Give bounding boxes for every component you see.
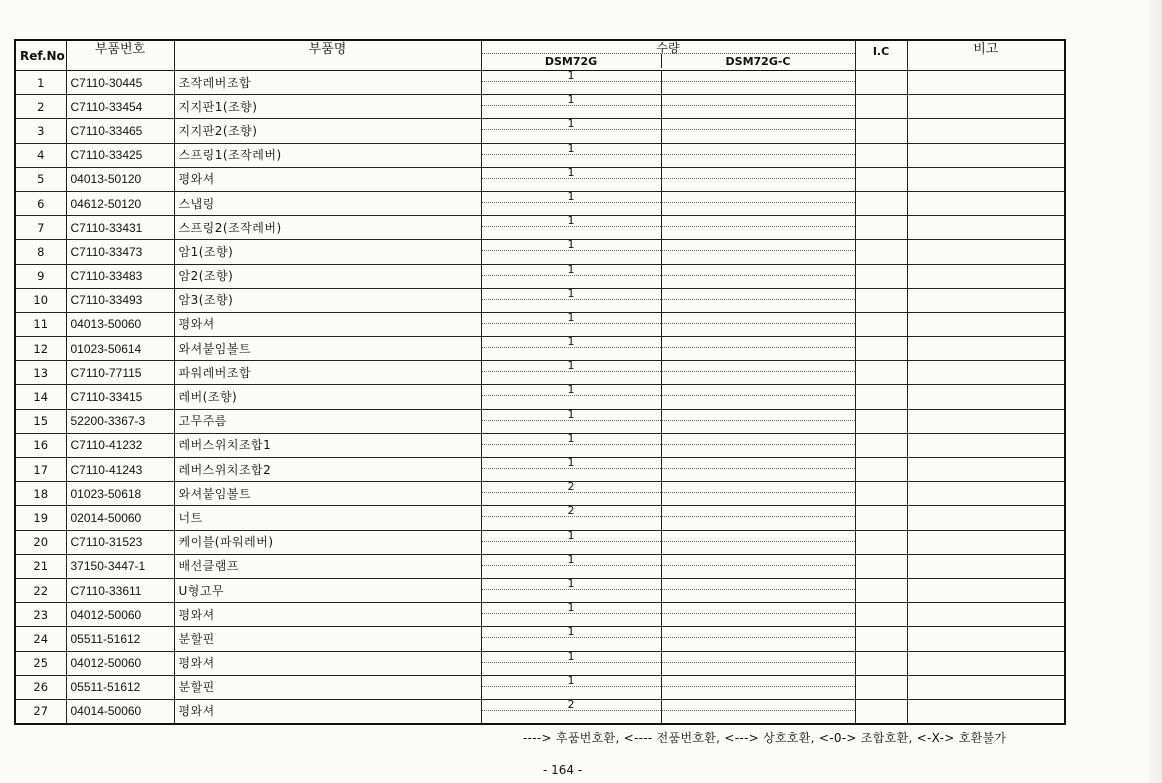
cell-part-name: 스프링2(조작레버) [174,216,481,240]
cell-remarks [907,578,1065,602]
cell-remarks [907,288,1065,312]
table-row [15,167,1065,191]
cell-part-name: 평와셔 [174,312,481,336]
cell-ref-no: 12 [15,337,66,361]
cell-remarks [907,385,1065,409]
cell-ref-no: 19 [15,506,66,530]
cell-qty-dsm72g-c [661,143,855,167]
cell-part-name: 평와셔 [174,167,481,191]
cell-part-name: 케이블(파워레버) [174,530,481,554]
qty-dsm72g-value: 1 [482,95,661,106]
table-row [15,143,1065,167]
qty-dsm72g-value: 1 [482,627,661,638]
cell-ref-no: 5 [15,167,66,191]
cell-qty-dsm72g [481,191,661,215]
cell-ref-no: 11 [15,312,66,336]
cell-part-number: C7110-41243 [66,458,174,482]
cell-remarks [907,603,1065,627]
cell-qty-dsm72g-c [661,71,855,95]
qty-dsm72g-value: 1 [482,531,661,542]
cell-ref-no: 26 [15,675,66,699]
table-row [15,264,1065,288]
table-row [15,312,1065,336]
cell-ref-no: 22 [15,578,66,602]
cell-part-number: 04612-50120 [66,191,174,215]
table-row [15,119,1065,143]
cell-qty-dsm72g [481,71,661,95]
cell-qty-dsm72g-c [661,578,855,602]
cell-remarks [907,433,1065,457]
cell-part-number: 52200-3367-3 [66,409,174,433]
cell-ref-no: 3 [15,119,66,143]
cell-qty-dsm72g [481,458,661,482]
cell-part-name: 분할핀 [174,627,481,651]
header-part-number: 부품번호 [66,40,174,71]
cell-ref-no: 2 [15,95,66,119]
cell-ref-no: 23 [15,603,66,627]
table-row [15,191,1065,215]
cell-qty-dsm72g-c [661,409,855,433]
cell-ic [855,71,907,95]
cell-qty-dsm72g-c [661,264,855,288]
table-row [15,699,1065,724]
cell-qty-dsm72g [481,409,661,433]
cell-ref-no: 25 [15,651,66,675]
cell-qty-dsm72g [481,603,661,627]
cell-qty-dsm72g-c [661,119,855,143]
cell-part-number: C7110-33454 [66,95,174,119]
cell-ic [855,167,907,191]
cell-part-name: 지지판2(조향) [174,119,481,143]
cell-part-number: 04012-50060 [66,651,174,675]
cell-ic [855,675,907,699]
cell-qty-dsm72g [481,119,661,143]
cell-qty-dsm72g-c [661,288,855,312]
qty-dsm72g-value: 1 [482,265,661,276]
cell-qty-dsm72g [481,240,661,264]
cell-remarks [907,627,1065,651]
qty-dsm72g-value: 1 [482,652,661,663]
cell-qty-dsm72g [481,554,661,578]
qty-dsm72g-value: 1 [482,313,661,324]
table-row [15,385,1065,409]
cell-remarks [907,71,1065,95]
cell-part-number: C7110-77115 [66,361,174,385]
cell-ic [855,482,907,506]
table-row [15,458,1065,482]
table-row [15,409,1065,433]
parts-table [14,39,1066,725]
cell-part-name: 분할핀 [174,675,481,699]
cell-part-name: 와셔붙임볼트 [174,482,481,506]
cell-ic [855,530,907,554]
cell-part-number: 37150-3447-1 [66,554,174,578]
cell-ic [855,603,907,627]
qty-dsm72g-value: 1 [482,71,661,82]
header-ic: I.C [855,40,907,71]
cell-remarks [907,458,1065,482]
table-row [15,578,1065,602]
cell-ref-no: 9 [15,264,66,288]
table-row [15,554,1065,578]
cell-qty-dsm72g [481,337,661,361]
cell-ref-no: 13 [15,361,66,385]
qty-dsm72g-value: 1 [482,240,661,251]
cell-ref-no: 8 [15,240,66,264]
cell-ic [855,191,907,215]
cell-qty-dsm72g [481,312,661,336]
cell-part-name: 암2(조향) [174,264,481,288]
cell-remarks [907,240,1065,264]
cell-qty-dsm72g [481,506,661,530]
header-quantity-label: 수량 [482,43,855,54]
cell-ref-no: 6 [15,191,66,215]
cell-part-number: C7110-33611 [66,578,174,602]
cell-qty-dsm72g-c [661,651,855,675]
cell-ref-no: 24 [15,627,66,651]
cell-qty-dsm72g [481,167,661,191]
table-row [15,603,1065,627]
cell-ic [855,578,907,602]
cell-part-name: U형고무 [174,578,481,602]
cell-ic [855,312,907,336]
cell-qty-dsm72g-c [661,312,855,336]
cell-qty-dsm72g-c [661,216,855,240]
cell-remarks [907,554,1065,578]
cell-ic [855,143,907,167]
cell-part-name: 와셔붙임볼트 [174,337,481,361]
cell-qty-dsm72g [481,675,661,699]
cell-remarks [907,651,1065,675]
cell-part-number: 05511-51612 [66,627,174,651]
qty-dsm72g-value: 1 [482,385,661,396]
table-row [15,675,1065,699]
qty-dsm72g-value: 1 [482,579,661,590]
cell-ref-no: 21 [15,554,66,578]
cell-remarks [907,143,1065,167]
table-row [15,216,1065,240]
table-row [15,361,1065,385]
cell-ic [855,699,907,724]
qty-dsm72g-value: 1 [482,410,661,421]
cell-part-name: 배선클램프 [174,554,481,578]
cell-part-number: 01023-50618 [66,482,174,506]
cell-ref-no: 17 [15,458,66,482]
cell-qty-dsm72g-c [661,554,855,578]
cell-ref-no: 27 [15,699,66,724]
qty-dsm72g-value: 1 [482,144,661,155]
cell-ic [855,337,907,361]
cell-qty-dsm72g [481,651,661,675]
cell-remarks [907,337,1065,361]
table-header-row [15,40,1065,71]
cell-qty-dsm72g-c [661,361,855,385]
page-edge-shadow [1146,0,1162,783]
cell-remarks [907,699,1065,724]
cell-remarks [907,312,1065,336]
cell-part-number: C7110-33483 [66,264,174,288]
table-row [15,506,1065,530]
cell-remarks [907,191,1065,215]
cell-qty-dsm72g-c [661,95,855,119]
cell-qty-dsm72g-c [661,482,855,506]
cell-part-number: 01023-50614 [66,337,174,361]
qty-dsm72g-value: 1 [482,337,661,348]
page-number: - 164 - [543,763,583,777]
cell-part-number: 04013-50120 [66,167,174,191]
cell-remarks [907,95,1065,119]
qty-dsm72g-value: 2 [482,482,661,493]
cell-qty-dsm72g [481,264,661,288]
cell-part-name: 평와셔 [174,699,481,724]
cell-ref-no: 16 [15,433,66,457]
cell-qty-dsm72g [481,385,661,409]
cell-qty-dsm72g-c [661,433,855,457]
cell-part-name: 암3(조향) [174,288,481,312]
cell-ref-no: 10 [15,288,66,312]
table-row [15,482,1065,506]
cell-part-number: C7110-41232 [66,433,174,457]
cell-qty-dsm72g-c [661,627,855,651]
cell-remarks [907,506,1065,530]
cell-part-name: 레버스위치조합2 [174,458,481,482]
cell-ic [855,95,907,119]
cell-qty-dsm72g-c [661,530,855,554]
cell-part-name: 고무주름 [174,409,481,433]
qty-dsm72g-value: 1 [482,361,661,372]
qty-dsm72g-value: 1 [482,458,661,469]
cell-part-name: 평와셔 [174,603,481,627]
cell-qty-dsm72g [481,699,661,724]
cell-part-number: C7110-33465 [66,119,174,143]
cell-part-name: 레버(조향) [174,385,481,409]
cell-ic [855,433,907,457]
cell-part-name: 암1(조향) [174,240,481,264]
cell-ref-no: 15 [15,409,66,433]
header-quantity [481,40,855,71]
cell-ic [855,554,907,578]
cell-part-number: 02014-50060 [66,506,174,530]
cell-remarks [907,675,1065,699]
table-row [15,651,1065,675]
cell-ic [855,288,907,312]
cell-qty-dsm72g [481,143,661,167]
cell-part-number: 05511-51612 [66,675,174,699]
cell-qty-dsm72g [481,288,661,312]
table-row [15,433,1065,457]
cell-ic [855,651,907,675]
table-row [15,71,1065,95]
parts-table-body [15,71,1065,725]
cell-qty-dsm72g [481,627,661,651]
cell-qty-dsm72g-c [661,699,855,724]
cell-ic [855,264,907,288]
qty-dsm72g-value: 1 [482,434,661,445]
cell-qty-dsm72g-c [661,506,855,530]
cell-part-number: C7110-33493 [66,288,174,312]
qty-dsm72g-value: 1 [482,168,661,179]
cell-ic [855,385,907,409]
interchangeability-legend: ----> 후품번호환, <---- 전품번호환, <---> 상호호환, <-0-> 조합호환, <-X-> 호환불가 [523,731,1007,745]
cell-qty-dsm72g-c [661,337,855,361]
header-ref-no: Ref.No [15,40,66,71]
qty-dsm72g-value: 1 [482,603,661,614]
header-model-dsm72g-c: DSM72G-C [725,55,791,68]
cell-ref-no: 1 [15,71,66,95]
qty-dsm72g-value: 1 [482,676,661,687]
cell-part-number: 04014-50060 [66,699,174,724]
cell-qty-dsm72g-c [661,191,855,215]
cell-ref-no: 14 [15,385,66,409]
cell-qty-dsm72g [481,530,661,554]
cell-part-name: 레버스위치조합1 [174,433,481,457]
cell-part-number: C7110-33415 [66,385,174,409]
table-row [15,627,1065,651]
cell-part-number: C7110-33431 [66,216,174,240]
cell-part-number: 04012-50060 [66,603,174,627]
cell-remarks [907,167,1065,191]
cell-part-number: C7110-33425 [66,143,174,167]
cell-ic [855,240,907,264]
cell-ref-no: 4 [15,143,66,167]
cell-remarks [907,119,1065,143]
cell-part-name: 스프링1(조작레버) [174,143,481,167]
qty-dsm72g-value: 2 [482,506,661,517]
cell-qty-dsm72g-c [661,603,855,627]
cell-qty-dsm72g [481,433,661,457]
table-row [15,95,1065,119]
cell-part-name: 조작레버조합 [174,71,481,95]
qty-dsm72g-value: 1 [482,192,661,203]
cell-ic [855,216,907,240]
cell-qty-dsm72g-c [661,240,855,264]
table-row [15,337,1065,361]
cell-part-number: C7110-33473 [66,240,174,264]
cell-ref-no: 18 [15,482,66,506]
cell-qty-dsm72g [481,216,661,240]
qty-dsm72g-value: 1 [482,216,661,227]
cell-part-name: 평와셔 [174,651,481,675]
cell-ic [855,409,907,433]
cell-part-name: 스냅링 [174,191,481,215]
cell-part-number: 04013-50060 [66,312,174,336]
cell-ref-no: 7 [15,216,66,240]
header-model-dsm72g: DSM72G [482,54,662,68]
cell-part-name: 파워레버조합 [174,361,481,385]
qty-dsm72g-value: 2 [482,700,661,711]
cell-remarks [907,409,1065,433]
cell-ic [855,627,907,651]
cell-qty-dsm72g-c [661,385,855,409]
qty-dsm72g-value: 1 [482,555,661,566]
cell-part-name: 너트 [174,506,481,530]
cell-ic [855,458,907,482]
cell-ic [855,119,907,143]
cell-ic [855,506,907,530]
cell-qty-dsm72g-c [661,675,855,699]
qty-dsm72g-value: 1 [482,119,661,130]
cell-qty-dsm72g [481,578,661,602]
table-row [15,530,1065,554]
header-part-name: 부품명 [174,40,481,71]
table-row [15,288,1065,312]
cell-qty-dsm72g [481,361,661,385]
cell-part-number: C7110-31523 [66,530,174,554]
cell-qty-dsm72g-c [661,167,855,191]
cell-qty-dsm72g [481,95,661,119]
cell-ic [855,361,907,385]
table-row [15,240,1065,264]
cell-remarks [907,216,1065,240]
cell-part-number: C7110-30445 [66,71,174,95]
cell-remarks [907,264,1065,288]
cell-remarks [907,361,1065,385]
cell-part-name: 지지판1(조향) [174,95,481,119]
cell-ref-no: 20 [15,530,66,554]
cell-qty-dsm72g [481,482,661,506]
cell-qty-dsm72g-c [661,458,855,482]
qty-dsm72g-value: 1 [482,289,661,300]
header-remarks: 비고 [907,40,1065,71]
cell-remarks [907,530,1065,554]
cell-remarks [907,482,1065,506]
